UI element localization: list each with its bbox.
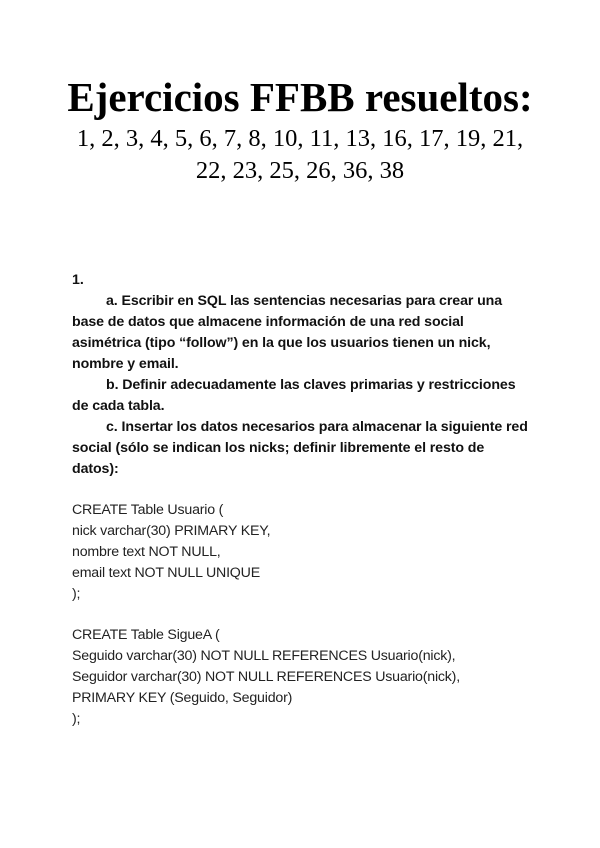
code-line: PRIMARY KEY (Seguido, Seguidor) <box>72 690 293 706</box>
exercise-1 <box>72 270 532 480</box>
sql-create-siguea <box>72 625 542 730</box>
exercise-item-b: b. Definir adecuadamente las claves primarias y restricciones de cada tabla. <box>72 377 516 414</box>
code-line: Seguidor varchar(30) NOT NULL REFERENCES Usuario(nick), <box>72 669 460 685</box>
code-line: CREATE Table Usuario ( <box>72 502 224 518</box>
resolved-exercises-line-1: 1, 2, 3, 4, 5, 6, 7, 8, 10, 11, 13, 16, 17, 19, 21, <box>76 125 524 152</box>
resolved-exercises-list <box>60 123 540 187</box>
code-line: nick varchar(30) PRIMARY KEY, <box>72 523 271 539</box>
code-line: nombre text NOT NULL, <box>72 544 221 560</box>
exercise-item-a: a. Escribir en SQL las sentencias necesarias para crear una base de datos que almacene información de una red social asimétrica (tipo “follow”) en la que los usuarios tienen un nick, nombre y email. <box>72 293 503 372</box>
document-title: Ejercicios FFBB resueltos: <box>67 74 533 120</box>
code-line: email text NOT NULL UNIQUE <box>72 565 260 581</box>
code-line: Seguido varchar(30) NOT NULL REFERENCES Usuario(nick), <box>72 648 456 664</box>
exercise-item-c: c. Insertar los datos necesarios para almacenar la siguiente red social (sólo se indican los nicks; definir libremente el resto de datos): <box>72 419 528 477</box>
exercise-number: 1. <box>72 272 84 288</box>
code-line: ); <box>72 711 81 727</box>
resolved-exercises-line-2: 22, 23, 25, 26, 36, 38 <box>195 157 405 184</box>
sql-create-usuario <box>72 500 542 605</box>
code-line: CREATE Table SigueA ( <box>72 627 220 643</box>
code-line: ); <box>72 586 81 602</box>
